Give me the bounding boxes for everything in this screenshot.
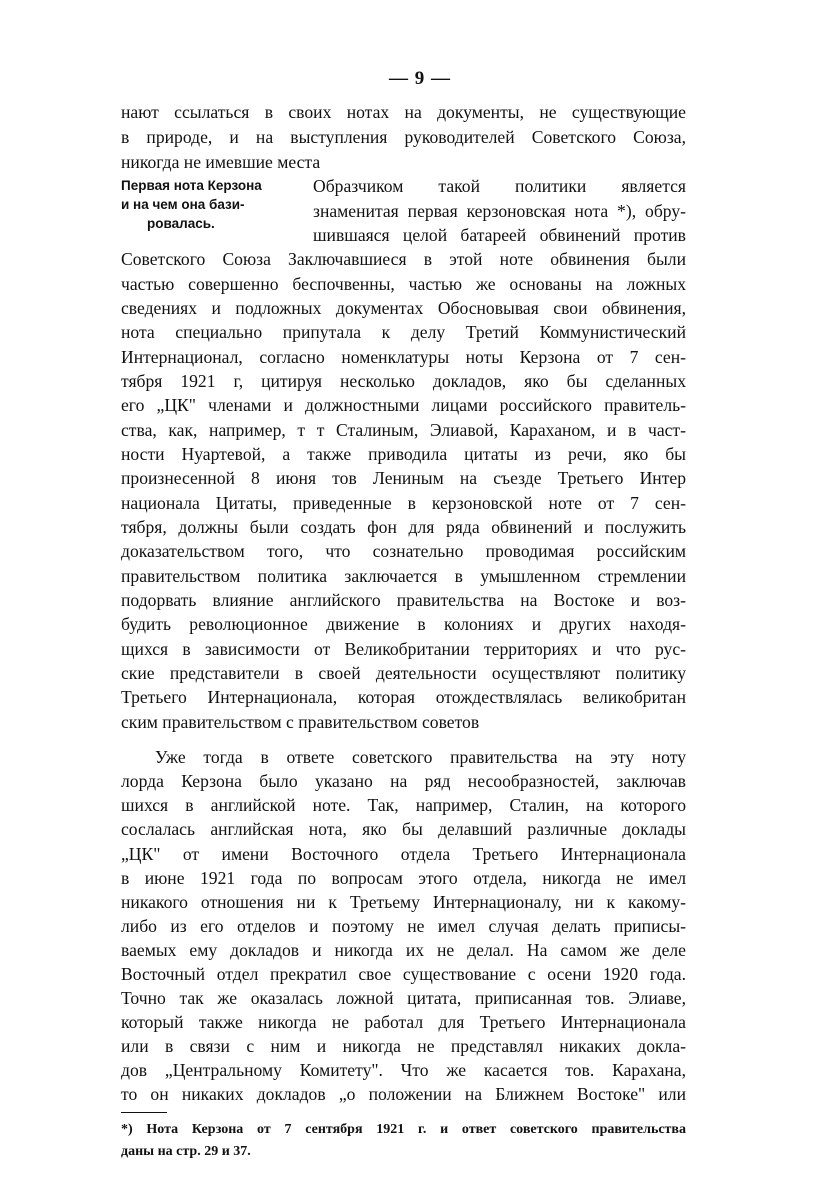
text-line: то он никаких докладов „о положении на Ближнем Востоке" или [121,1084,686,1104]
text-line: который также никогда не работал для Третьего Интернационала [121,1012,686,1032]
text-line: в июне 1921 года по вопросам этого отдела, никогда не имел [121,868,686,888]
text-line: Точно так же оказалась ложной цитата, приписанная тов. Элиаве, [121,988,686,1008]
text-line: произнесенной 8 июня тов Лениным на съезде Третьего Интер [121,468,686,488]
text-line: национала Цитаты, приведенные в керзоновской ноте от 7 сен- [121,493,686,513]
footnote-rule [121,1112,167,1113]
text-line: тября, должны были создать фон для ряда обвинений и послужить [121,517,686,537]
text-line: нота специально припутала к делу Третий Коммунистический [121,322,686,342]
margin-heading-line: Первая нота Керзона [121,178,262,193]
text-line: подорвать влияние английского правительства на Востоке и воз- [121,590,686,610]
text-line: никогда не имевшие места [121,152,321,172]
text-line: либо из его отделов и поэтому не имел случая делать приписы- [121,916,686,936]
text-line: тября 1921 г, цитируя несколько докладов, яко бы сделанных [121,371,686,391]
text-line: знаменитая первая керзоновская нота *), обру- [313,201,686,221]
text-line: сослалась английская нота, яко бы делавший различные доклады [121,819,686,839]
text-line: ским правительством с правительством советов [121,712,480,732]
text-line: ности Нуартевой, а также приводила цитаты из речи, яко бы [121,444,686,464]
page-number: — 9 — [389,68,451,89]
text-line: Восточный отдел прекратил свое существование с осени 1920 года. [121,964,686,984]
text-line: Советского Союза Заключавшиеся в этой ноте обвинения были [121,249,686,269]
text-line: „ЦК" от имени Восточного отдела Третьего Интернационала [121,844,686,864]
text-line: правительством политика заключается в умышленном стремлении [121,566,686,586]
text-line: частью совершенно беспочвенны, частью же основаны на ложных [121,274,686,294]
footnote-line: даны на стр. 29 и 37. [121,1144,251,1159]
text-line: Уже тогда в ответе советского правительства на эту ноту [155,747,686,767]
text-line: будить революционное движение в колониях и других находя- [121,614,686,634]
text-line: Третьего Интернационала, которая отождествлялась великобритан [121,687,686,707]
text-line: в природе, и на выступления руководителей Советского Союза, [121,127,686,147]
text-line: шившаяся целой батареей обвинений против [313,225,686,245]
text-line: шихся в английской ноте. Так, например, Сталин, на которого [121,795,686,815]
text-line: его „ЦК" членами и должностными лицами российского правитель- [121,395,686,415]
margin-heading-line: и на чем она бази- [121,197,245,212]
text-line: Образчиком такой политики является [313,176,686,196]
margin-heading [121,176,311,233]
text-line: ские представители в своей деятельности осуществляют политику [121,663,686,683]
text-line: доказательством того, что сознательно проводимая российским [121,541,686,561]
text-line: щихся в зависимости от Великобритании территориях и что рус- [121,639,686,659]
text-line: лорда Керзона было указано на ряд несообразностей, заключав [121,771,686,791]
text-line: ства, как, например, т т Сталиным, Элиавой, Караханом, и в част- [121,420,686,440]
text-line: никакого отношения ни к Третьему Интернационалу, ни к какому- [121,892,686,912]
text-line: ваемых ему докладов и никогда их не делал. На самом же деле [121,940,686,960]
text-line: нают ссылаться в своих нотах на документы, не существующие [121,102,686,122]
margin-heading-line: ровалась. [147,216,215,231]
text-line: или в связи с ним и никогда не представлял никаких докла- [121,1036,686,1056]
text-line: дов „Центральному Комитету". Что же касается тов. Карахана, [121,1060,686,1080]
text-line: Интернационал, согласно номенклатуры ноты Керзона от 7 сен- [121,347,686,367]
text-line: сведениях и подложных документах Обосновывая свои обвинения, [121,298,686,318]
footnote-line: *) Нота Керзона от 7 сентября 1921 г. и ответ советского правительства [121,1122,686,1137]
